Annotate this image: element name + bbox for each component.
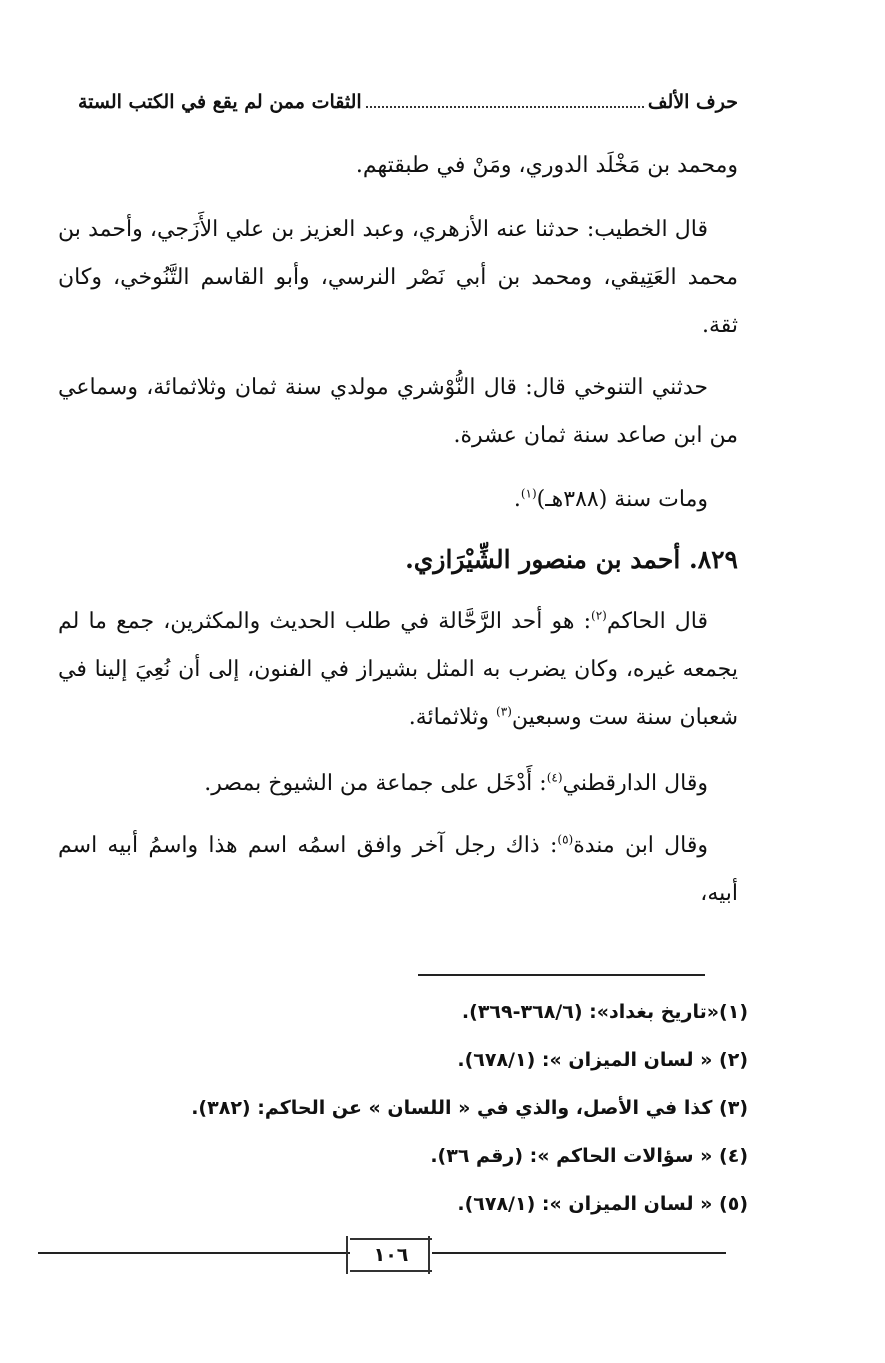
- bottom-rule-right: [432, 1252, 726, 1254]
- paragraph-4: [58, 476, 738, 524]
- footnote-ref-1: (١): [520, 486, 537, 501]
- footnote-ref-5: (٥): [557, 832, 574, 847]
- paragraph-2: [58, 206, 738, 350]
- footnotes: [191, 990, 748, 1230]
- paragraph-1: [58, 142, 738, 190]
- paragraph-7: [58, 822, 738, 918]
- paragraph-6-part-a: وقال الدارقطني: [562, 771, 708, 796]
- paragraph-4-text: [58, 476, 738, 524]
- footnote-4: (٤) « سؤالات الحاكم »: (رقم ٣٦).: [430, 1145, 748, 1167]
- paragraph-5-part-a: قال الحاكم: [606, 609, 708, 634]
- footnote-5: (٥) « لسان الميزان »: (٦٧٨/١).: [457, 1193, 748, 1215]
- footnote-separator: [418, 974, 705, 976]
- bottom-rule-left: [38, 1252, 350, 1254]
- entry-heading: [300, 536, 738, 584]
- footnote-ref-4: (٤): [546, 770, 563, 785]
- page-number: ١٠٦: [350, 1238, 432, 1272]
- paragraph-2-text: قال الخطيب: حدثنا عنه الأزهري، وعبد العزيز بن علي الأَزَجي، وأحمد بن محمد العَتِيقي، ومحمد بن أبي نَصْر النرسي، وأبو القاسم التَّنُوخي، وكان ثقة.: [58, 217, 738, 338]
- header-book-title: الثقات ممن لم يقع في الكتب الستة: [78, 91, 362, 113]
- paragraph-5-part-c: وثلاثمائة.: [408, 705, 497, 730]
- paragraph-5: [58, 598, 738, 742]
- paragraph-7-part-a: وقال ابن مندة: [573, 833, 708, 858]
- paragraph-3-text: حدثني التنوخي قال: قال النُّوْشري مولدي سنة ثمان وثلاثمائة، وسماعي من ابن صاعد سنة ثمان عشرة.: [58, 375, 738, 448]
- footnote-3: (٣) كذا في الأصل، والذي في « اللسان » عن الحاكم: (٣٨٢).: [191, 1097, 748, 1119]
- paragraph-1-text: ومحمد بن مَخْلَد الدوري، ومَنْ في طبقتهم.: [355, 153, 738, 178]
- paragraph-6: [58, 760, 738, 808]
- header-chapter-title: حرف الألف: [647, 91, 738, 113]
- entry-name: أحمد بن منصور الشِّيْرَازي.: [405, 545, 681, 574]
- footnote-ref-3: (٣): [496, 704, 512, 719]
- paragraph-3: [58, 364, 738, 460]
- paragraph-7-text: [58, 822, 738, 918]
- entry-number: ٨٢٩.: [688, 545, 738, 574]
- footnote-ref-2: (٢): [591, 608, 607, 623]
- paragraph-5-part-b: : هو أحد الرَّحَّالة في طلب الحديث والمكثرين، جمع ما لم يجمعه غيره، وكان يضرب به المثل بشيراز في الفنون، إلى أن نُعِيَ إلينا في شعبان سنة ست وسبعين: [58, 609, 738, 730]
- footnote-1: (١)«تاريخ بغداد»: (٣٦٨/٦-٣٦٩).: [461, 1001, 748, 1023]
- paragraph-5-text: [58, 598, 738, 742]
- death-year-text: ومات سنة (٣٨٨هـ): [536, 487, 708, 512]
- paragraph-6-text: [58, 760, 738, 808]
- paragraph-7-part-b: : ذاك رجل آخر وافق اسمُه اسم هذا واسمُ أبيه اسم أبيه،: [58, 833, 738, 906]
- paragraph-4-end: .: [513, 487, 521, 512]
- running-header: [78, 86, 738, 118]
- footnote-2: (٢) « لسان الميزان »: (٦٧٨/١).: [457, 1049, 748, 1071]
- paragraph-6-part-b: : أَدْخَل على جماعة من الشيوخ بمصر.: [204, 771, 547, 796]
- header-dot-leader: [366, 96, 644, 108]
